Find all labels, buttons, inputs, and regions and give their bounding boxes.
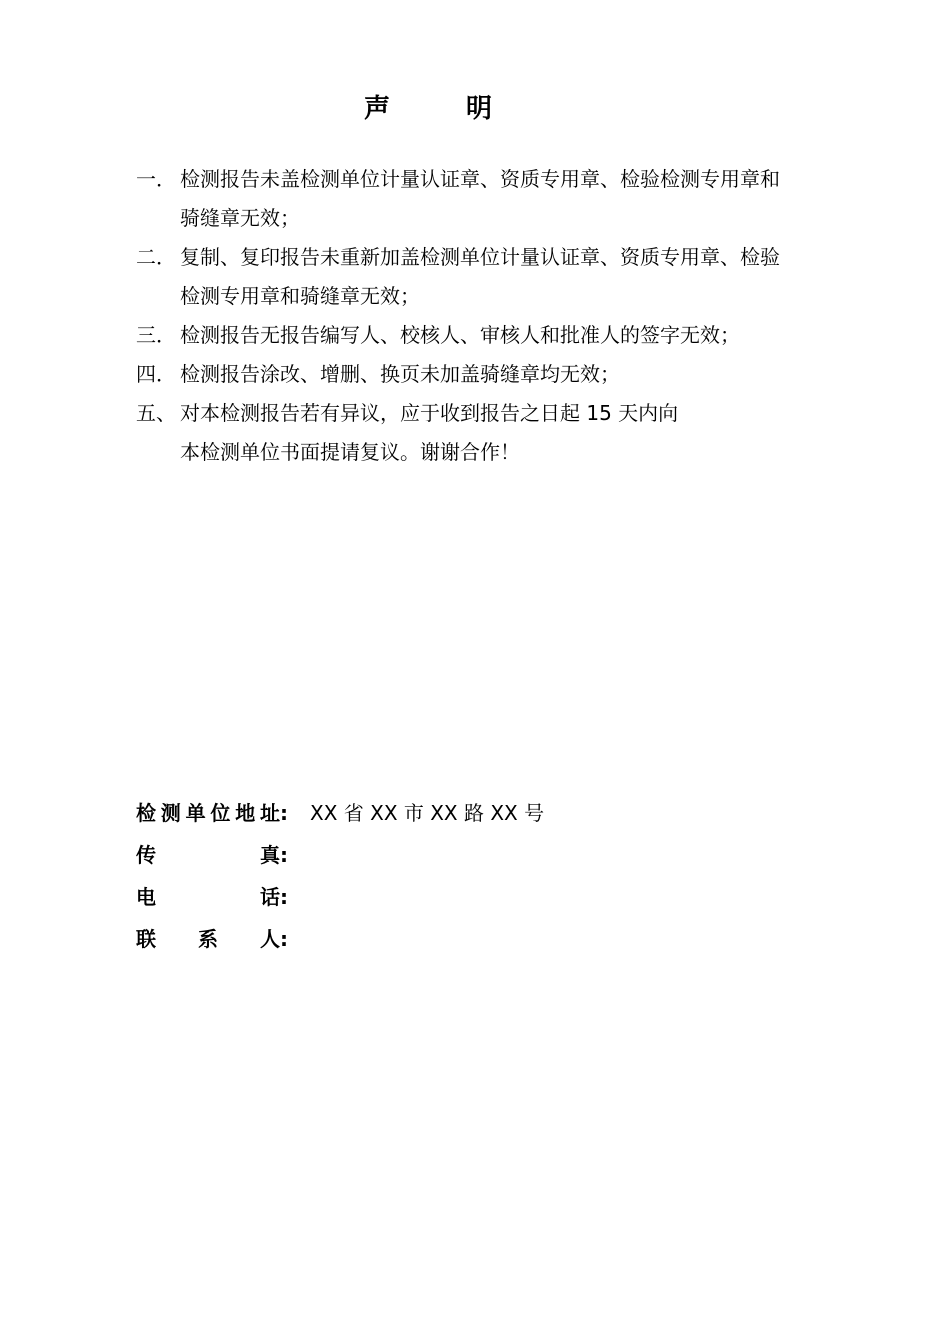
clause-item [136, 160, 866, 238]
address-label [136, 797, 288, 826]
clause-list [136, 160, 866, 472]
phone-label-char: 电 [136, 884, 156, 909]
clause-number: 三． [136, 323, 176, 347]
clause-line: 检测报告未盖检测单位计量认证章、资质专用章、检验检测专用章和 [180, 167, 780, 191]
clause-line: 本检测单位书面提请复议。谢谢合作！ [180, 440, 520, 464]
clause-line: 检测报告无报告编写人、校核人、审核人和批准人的签字无效； [180, 323, 740, 347]
address-label-char: 位 [210, 800, 231, 825]
phone-row [136, 874, 544, 916]
clause-line: 检测专用章和骑缝章无效； [180, 284, 420, 308]
clause-text [180, 355, 866, 394]
clause-line: 检测报告涂改、增删、换页未加盖骑缝章均无效； [180, 362, 620, 386]
contact-info [136, 790, 544, 958]
address-value: XX 省 XX 市 XX 路 XX 号 [310, 800, 545, 825]
phone-label-char: 话: [260, 884, 288, 909]
address-label-char: 址: [259, 800, 288, 825]
fax-row [136, 832, 544, 874]
fax-label [136, 839, 288, 868]
contact-person-row [136, 916, 544, 958]
fax-label-char: 传 [136, 842, 156, 867]
clause-text [180, 316, 866, 355]
contact-person-label-char: 系 [198, 926, 218, 951]
clause-text [180, 238, 866, 316]
address-label-char: 地 [235, 800, 256, 825]
phone-label [136, 881, 288, 910]
contact-person-label-char: 联 [136, 926, 156, 951]
clause-item [136, 355, 866, 394]
address-label-char: 测 [160, 800, 181, 825]
clause-item [136, 394, 866, 472]
title-char-2: 明 [466, 94, 495, 124]
clause-number: 二． [136, 245, 176, 269]
clause-text [180, 394, 866, 472]
clause-number: 一． [136, 167, 176, 191]
clause-item [136, 316, 866, 355]
clause-number: 五、 [136, 401, 176, 425]
clause-item [136, 238, 866, 316]
clause-text [180, 160, 866, 238]
contact-person-label [136, 923, 288, 952]
clause-number: 四． [136, 362, 176, 386]
fax-label-char: 真: [260, 842, 288, 867]
address-row [136, 790, 544, 832]
address-label-char: 单 [185, 800, 206, 825]
address-label-char: 检 [136, 800, 156, 825]
clause-line: 对本检测报告若有异议，应于收到报告之日起 15 天内向 [180, 401, 679, 425]
contact-person-label-char: 人: [260, 926, 288, 951]
clause-line: 复制、复印报告未重新加盖检测单位计量认证章、资质专用章、检验 [180, 245, 780, 269]
title-char-1: 声 [364, 94, 393, 124]
clause-line: 骑缝章无效； [180, 206, 300, 230]
